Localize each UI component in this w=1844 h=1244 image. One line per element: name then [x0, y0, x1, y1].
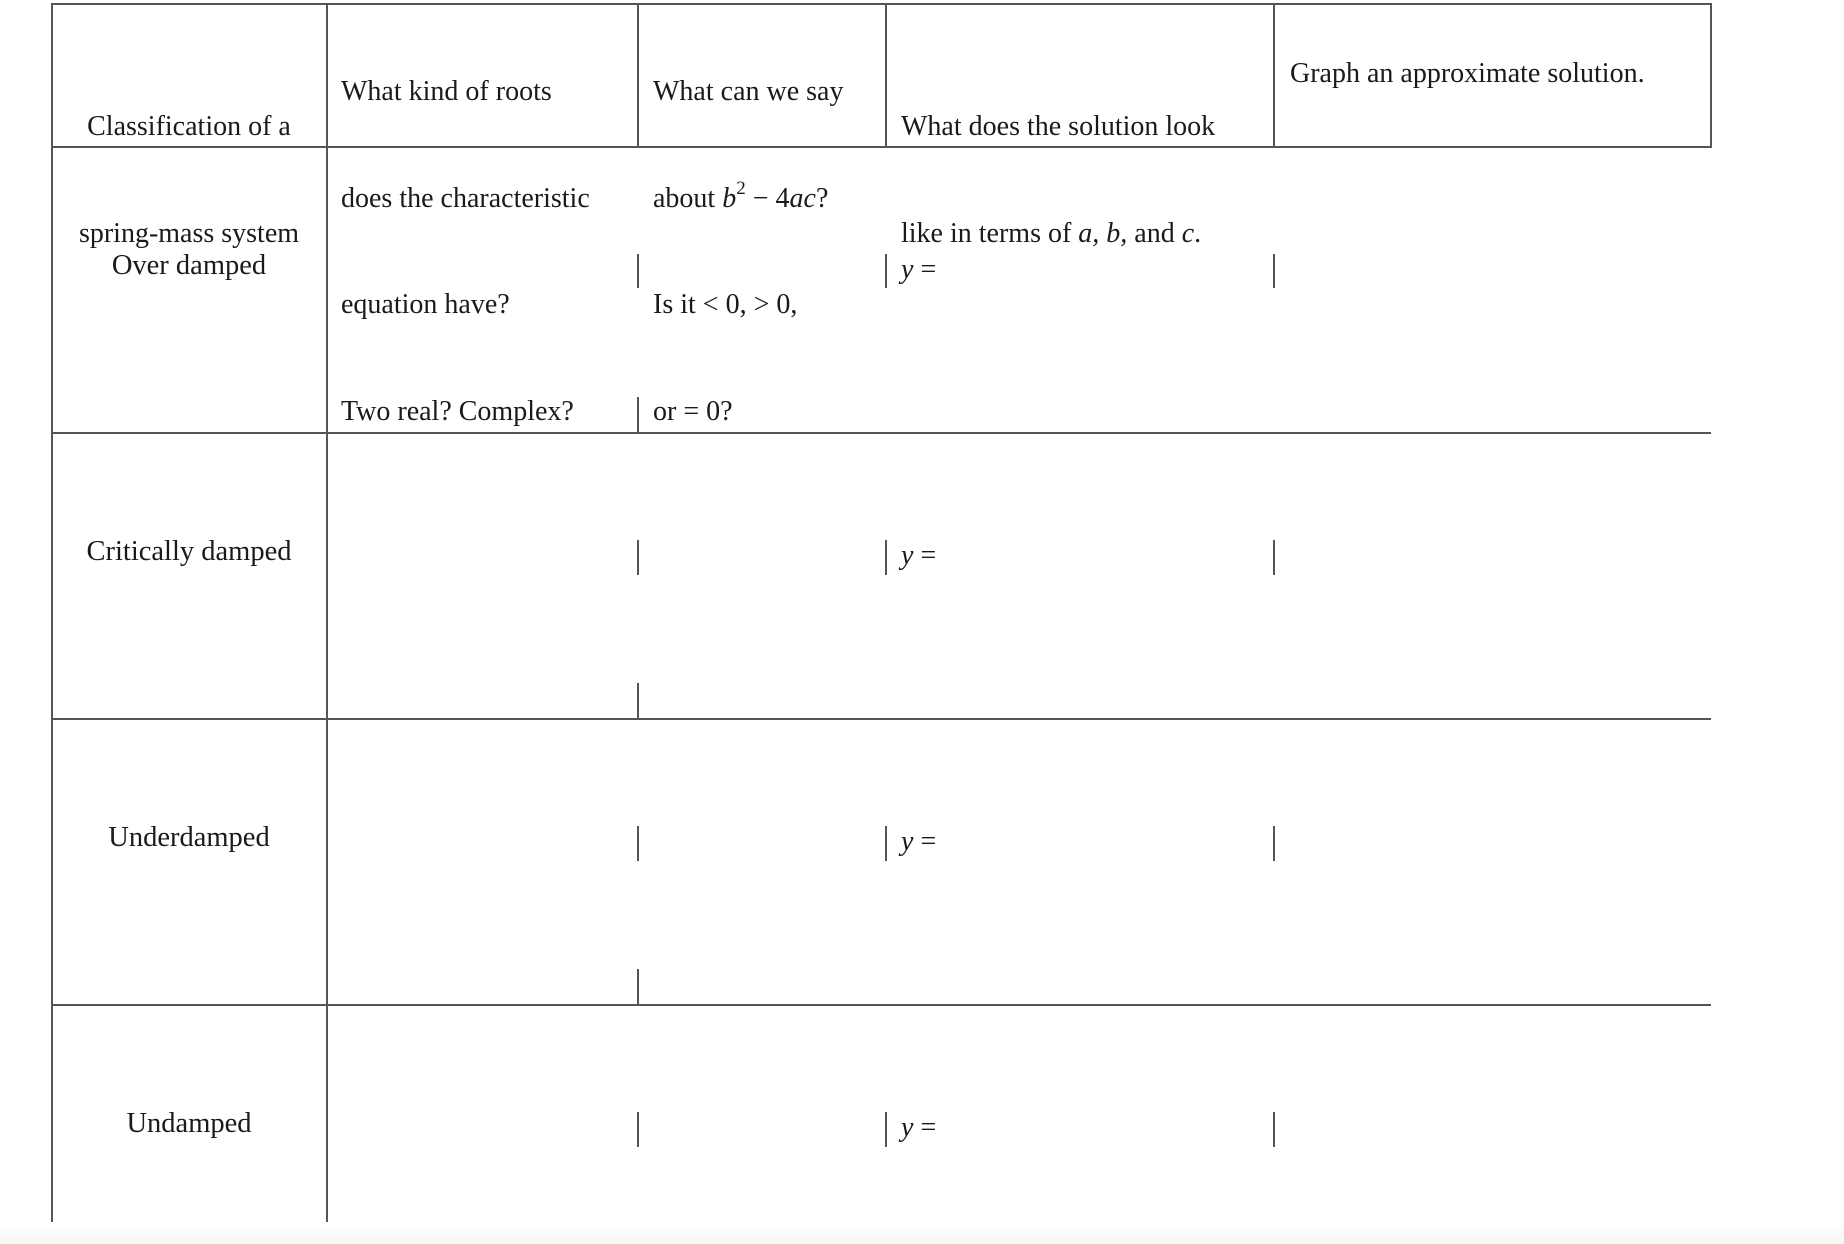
- row1-solution-eq: y =: [901, 254, 937, 285]
- row4-solution-eq: y =: [901, 1112, 937, 1143]
- row2-col4-tick: [885, 540, 887, 575]
- row1-col4-tick: [885, 254, 887, 288]
- page-bottom-edge: [0, 1222, 1844, 1244]
- row3-col5-tick: [1273, 826, 1275, 861]
- header-col-divider-5: [1710, 3, 1712, 148]
- row4-col3-tick-top: [637, 1112, 639, 1147]
- row-label-undamped: Undamped: [126, 1108, 252, 1139]
- header-discriminant-line3: Is it < 0, > 0,: [653, 289, 798, 320]
- row2-col3-tick-bottom: [637, 683, 639, 718]
- table-left-rule: [51, 3, 53, 1244]
- header-classification-line2: spring-mass system: [78, 217, 300, 249]
- table-col-divider-2: [326, 3, 328, 1244]
- header-discriminant-line1: What can we say: [653, 76, 844, 107]
- header-discriminant-line4: or = 0?: [653, 395, 733, 427]
- row-separator-2: [51, 718, 1711, 720]
- header-roots-line3: equation have?: [341, 289, 510, 320]
- row-label-underdamped: Underdamped: [108, 822, 270, 853]
- header-roots-line2: does the characteristic: [341, 182, 590, 214]
- row1-col5-tick: [1273, 254, 1275, 288]
- header-discriminant-line2: about $b^2 - 4ac$?: [653, 178, 829, 214]
- row-label-critically-damped: Critically damped: [86, 536, 292, 567]
- header-solution-form-line2: like in terms of a, b, and c.: [901, 217, 1202, 249]
- row2-solution-eq: y =: [901, 540, 937, 571]
- row1-col3-tick-top: [637, 254, 639, 288]
- header-col-divider-4b: [1273, 3, 1275, 148]
- header-solution-form: [901, 38, 1215, 322]
- header-roots-line1: What kind of roots: [341, 76, 552, 107]
- row3-col4-tick: [885, 826, 887, 861]
- row3-solution-eq: y =: [901, 826, 937, 857]
- row4-col5-tick: [1273, 1112, 1275, 1147]
- row4-col4-tick: [885, 1112, 887, 1147]
- row-label-over-damped: Over damped: [111, 250, 267, 281]
- header-discriminant: [653, 3, 843, 500]
- header-col-divider-4: [885, 3, 887, 148]
- header-roots: [341, 3, 590, 500]
- header-top-rule: [51, 3, 1711, 5]
- header-classification-line1: Classification of a: [87, 111, 291, 142]
- row2-col3-tick-top: [637, 540, 639, 575]
- header-graph: Graph an approximate solution.: [1290, 58, 1645, 89]
- row3-col3-tick-bottom: [637, 969, 639, 1004]
- row3-col3-tick-top: [637, 826, 639, 861]
- header-roots-line4: Two real? Complex?: [341, 395, 574, 427]
- row1-col3-tick-bottom: [637, 397, 639, 432]
- row-separator-1: [51, 432, 1711, 434]
- header-solution-form-line1: What does the solution look: [901, 111, 1216, 142]
- row2-col5-tick: [1273, 540, 1275, 575]
- row-separator-3: [51, 1004, 1711, 1006]
- header-col-divider-3: [637, 3, 639, 148]
